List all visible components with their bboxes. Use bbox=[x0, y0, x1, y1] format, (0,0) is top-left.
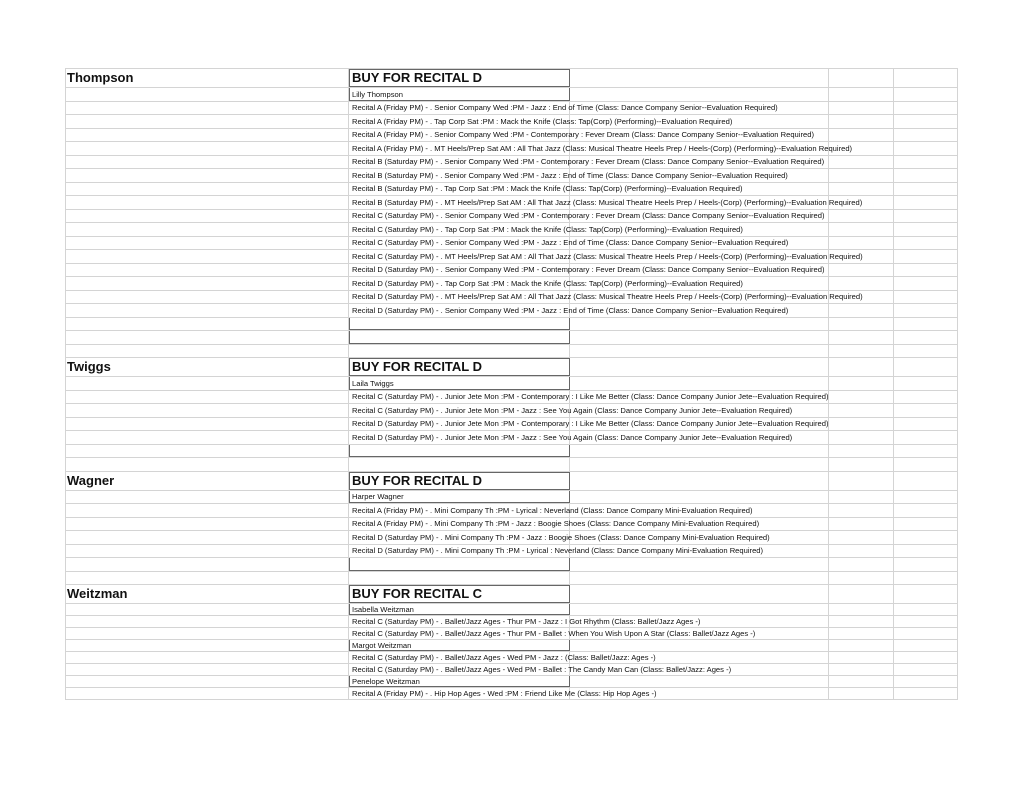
student-name: Lilly Thompson bbox=[352, 89, 403, 99]
cell[interactable] bbox=[894, 676, 958, 687]
cell[interactable] bbox=[65, 277, 349, 290]
cell[interactable] bbox=[65, 264, 349, 277]
cell[interactable] bbox=[829, 345, 894, 358]
recital-entry-row bbox=[65, 196, 958, 210]
cell[interactable] bbox=[829, 169, 894, 182]
recital-entry-row bbox=[65, 210, 958, 224]
recital-entry-row bbox=[65, 277, 958, 291]
cell[interactable] bbox=[570, 558, 829, 571]
cell[interactable] bbox=[894, 69, 958, 87]
cell[interactable] bbox=[894, 250, 958, 263]
recital-entry: Recital C (Saturday PM) - . MT Heels/Prep Sat AM : All That Jazz (Class: Musical Theatre Heels Prep / Heels-(Corp) (Performing)--Evaluation Required) bbox=[352, 251, 863, 261]
family-name: Twiggs bbox=[67, 359, 111, 374]
recital-entry-row bbox=[65, 628, 958, 640]
cell[interactable] bbox=[829, 115, 894, 128]
recital-entry: Recital D (Saturday PM) - . Tap Corp Sat :PM : Mack the Knife (Class: Tap(Corp) (Performing)--Evaluation Required) bbox=[352, 278, 743, 288]
cell[interactable] bbox=[570, 445, 829, 458]
cell[interactable] bbox=[894, 183, 958, 196]
cell[interactable] bbox=[65, 183, 349, 196]
cell[interactable] bbox=[65, 431, 349, 444]
student-name-row bbox=[65, 604, 958, 616]
cell[interactable] bbox=[65, 237, 349, 250]
cell[interactable] bbox=[65, 616, 349, 627]
cell[interactable] bbox=[65, 688, 349, 699]
cell[interactable] bbox=[65, 331, 349, 344]
cell[interactable] bbox=[829, 210, 894, 223]
cell[interactable] bbox=[65, 345, 349, 358]
cell[interactable] bbox=[65, 404, 349, 417]
cell[interactable] bbox=[570, 88, 829, 101]
blank-row bbox=[65, 572, 958, 586]
cell[interactable] bbox=[829, 102, 894, 115]
recital-entry: Recital C (Saturday PM) - . Ballet/Jazz Ages - Thur PM - Ballet : When You Wish Upon A Star (Class: Ballet/Jazz Ages -) bbox=[352, 629, 756, 638]
cell[interactable] bbox=[894, 518, 958, 531]
cell[interactable] bbox=[349, 572, 570, 585]
cell[interactable] bbox=[829, 445, 894, 458]
cell[interactable] bbox=[894, 331, 958, 344]
cell[interactable] bbox=[570, 491, 829, 504]
cell[interactable] bbox=[65, 156, 349, 169]
cell[interactable] bbox=[65, 250, 349, 263]
student-name-row bbox=[65, 640, 958, 652]
recital-entry-row bbox=[65, 616, 958, 628]
recital-entry-row bbox=[65, 504, 958, 518]
cell[interactable] bbox=[65, 491, 349, 504]
recital-entry: Recital B (Saturday PM) - . Tap Corp Sat :PM : Mack the Knife (Class: Tap(Corp) (Performing)--Evaluation Required) bbox=[352, 184, 743, 194]
cell[interactable] bbox=[829, 652, 894, 663]
cell[interactable] bbox=[65, 664, 349, 675]
cell[interactable] bbox=[894, 585, 958, 603]
family-header-row bbox=[65, 585, 958, 604]
recital-entry: Recital A (Friday PM) - . Mini Company Th :PM - Jazz : Boogie Shoes (Class: Dance Company Mini-Evaluation Required) bbox=[352, 519, 760, 529]
student-name: Harper Wagner bbox=[352, 492, 404, 502]
cell[interactable] bbox=[65, 377, 349, 390]
student-name: Margot Weitzman bbox=[352, 641, 412, 650]
recital-entry: Recital D (Saturday PM) - . Senior Company Wed :PM - Contemporary : Fever Dream (Class: Dance Company Senior--Evaluation Required) bbox=[352, 265, 825, 275]
cell[interactable] bbox=[65, 445, 349, 458]
cell[interactable] bbox=[829, 545, 894, 558]
cell[interactable] bbox=[65, 304, 349, 317]
family-header-row bbox=[65, 472, 958, 491]
cell[interactable] bbox=[894, 504, 958, 517]
recital-entry: Recital C (Saturday PM) - . Ballet/Jazz Ages - Wed PM - Ballet : The Candy Man Can (Class: Ballet/Jazz: Ages -) bbox=[352, 665, 732, 674]
cell[interactable] bbox=[570, 358, 829, 376]
family-name: Thompson bbox=[67, 70, 134, 85]
cell[interactable] bbox=[829, 223, 894, 236]
cell[interactable] bbox=[829, 358, 894, 376]
cell[interactable] bbox=[894, 264, 958, 277]
cell[interactable] bbox=[570, 676, 829, 687]
recital-entry-row bbox=[65, 304, 958, 318]
cell[interactable] bbox=[894, 628, 958, 639]
family-header-row bbox=[65, 358, 958, 377]
cell[interactable] bbox=[829, 129, 894, 142]
cell[interactable] bbox=[894, 210, 958, 223]
cell[interactable] bbox=[894, 545, 958, 558]
recital-entry-row bbox=[65, 237, 958, 251]
cell[interactable] bbox=[65, 458, 349, 471]
cell[interactable] bbox=[65, 640, 349, 651]
recital-entry-row bbox=[65, 518, 958, 532]
cell[interactable] bbox=[894, 491, 958, 504]
student-name: Isabella Weitzman bbox=[352, 605, 414, 614]
cell[interactable] bbox=[570, 604, 829, 615]
cell[interactable] bbox=[894, 156, 958, 169]
cell[interactable] bbox=[570, 472, 829, 490]
recital-entry: Recital A (Friday PM) - . MT Heels/Prep Sat AM : All That Jazz (Class: Musical Theatre Heels Prep / Heels-(Corp) (Performing)--Evaluation Required) bbox=[352, 143, 853, 153]
cell[interactable] bbox=[894, 129, 958, 142]
recital-entry: Recital C (Saturday PM) - . Ballet/Jazz Ages - Thur PM - Jazz : I Got Rhythm (Class: Ballet/Jazz Ages -) bbox=[352, 617, 701, 626]
cell[interactable] bbox=[829, 88, 894, 101]
cell[interactable] bbox=[65, 142, 349, 155]
cell[interactable] bbox=[65, 391, 349, 404]
cell[interactable] bbox=[894, 291, 958, 304]
recital-entry: Recital D (Saturday PM) - . Junior Jete Mon :PM - Jazz : See You Again (Class: Dance Company Junior Jete--Evaluation Required) bbox=[352, 432, 793, 442]
cell[interactable] bbox=[829, 418, 894, 431]
cell[interactable] bbox=[829, 688, 894, 699]
cell[interactable] bbox=[65, 291, 349, 304]
recital-entry: Recital D (Saturday PM) - . Mini Company Th :PM - Jazz : Boogie Shoes (Class: Dance Company Mini-Evaluation Required) bbox=[352, 532, 770, 542]
cell[interactable] bbox=[894, 688, 958, 699]
cell[interactable] bbox=[65, 223, 349, 236]
recital-entry-row bbox=[65, 250, 958, 264]
cell[interactable] bbox=[65, 169, 349, 182]
recital-entry-row bbox=[65, 129, 958, 143]
student-name-row bbox=[65, 491, 958, 505]
recital-entry: Recital A (Friday PM) - . Mini Company Th :PM - Lyrical : Neverland (Class: Dance Company Mini-Evaluation Required) bbox=[352, 505, 753, 515]
cell[interactable] bbox=[894, 431, 958, 444]
recital-entry-row bbox=[65, 156, 958, 170]
cell[interactable] bbox=[894, 115, 958, 128]
cell[interactable] bbox=[829, 531, 894, 544]
recital-entry-row bbox=[65, 431, 958, 445]
cell[interactable] bbox=[829, 616, 894, 627]
cell[interactable] bbox=[570, 345, 829, 358]
cell[interactable] bbox=[65, 531, 349, 544]
cell[interactable] bbox=[894, 345, 958, 358]
blank-row bbox=[65, 318, 958, 332]
recital-entry: Recital A (Friday PM) - . Tap Corp Sat :PM : Mack the Knife (Class: Tap(Corp) (Performing)--Evaluation Required) bbox=[352, 116, 733, 126]
cell[interactable] bbox=[829, 604, 894, 615]
recital-entry: Recital A (Friday PM) - . Senior Company Wed :PM - Jazz : End of Time (Class: Dance Company Senior--Evaluation Required) bbox=[352, 103, 778, 113]
cell[interactable] bbox=[570, 318, 829, 331]
cell[interactable] bbox=[894, 377, 958, 390]
cell[interactable] bbox=[65, 129, 349, 142]
recital-entry-row bbox=[65, 664, 958, 676]
cell[interactable] bbox=[65, 102, 349, 115]
cell[interactable] bbox=[894, 445, 958, 458]
cell[interactable] bbox=[65, 504, 349, 517]
blank-row bbox=[65, 331, 958, 345]
cell[interactable] bbox=[894, 169, 958, 182]
student-name: Laila Twiggs bbox=[352, 378, 394, 388]
recital-entry-row bbox=[65, 102, 958, 116]
cell[interactable] bbox=[829, 318, 894, 331]
recital-entry: Recital C (Saturday PM) - . Senior Company Wed :PM - Jazz : End of Time (Class: Dance Company Senior--Evaluation Required) bbox=[352, 238, 789, 248]
cell[interactable] bbox=[894, 472, 958, 490]
cell[interactable] bbox=[65, 115, 349, 128]
cell[interactable] bbox=[894, 664, 958, 675]
cell[interactable] bbox=[65, 604, 349, 615]
recital-entry-row bbox=[65, 391, 958, 405]
cell[interactable] bbox=[829, 640, 894, 651]
recital-entry-row bbox=[65, 688, 958, 700]
cell[interactable] bbox=[894, 304, 958, 317]
recital-entry: Recital A (Friday PM) - . Senior Company Wed :PM - Contemporary : Fever Dream (Class: Dance Company Senior--Evaluation Required) bbox=[352, 130, 814, 140]
cell[interactable] bbox=[894, 458, 958, 471]
cell[interactable] bbox=[349, 331, 570, 344]
family-header-row bbox=[65, 69, 958, 88]
cell[interactable] bbox=[65, 210, 349, 223]
cell[interactable] bbox=[349, 558, 570, 571]
cell[interactable] bbox=[65, 545, 349, 558]
cell[interactable] bbox=[829, 558, 894, 571]
cell[interactable] bbox=[894, 196, 958, 209]
recital-entry-row bbox=[65, 142, 958, 156]
recital-entry: Recital C (Saturday PM) - . Tap Corp Sat :PM : Mack the Knife (Class: Tap(Corp) (Performing)--Evaluation Required) bbox=[352, 224, 743, 234]
cell[interactable] bbox=[65, 88, 349, 101]
recital-entry-row bbox=[65, 404, 958, 418]
recital-entry: Recital C (Saturday PM) - . Ballet/Jazz Ages - Wed PM - Jazz : (Class: Ballet/Jazz: Ages -) bbox=[352, 653, 656, 662]
cell[interactable] bbox=[829, 585, 894, 603]
cell[interactable] bbox=[829, 472, 894, 490]
student-name-row bbox=[65, 676, 958, 688]
recital-purchase-title: BUY FOR RECITAL C bbox=[352, 586, 483, 601]
cell[interactable] bbox=[894, 652, 958, 663]
cell[interactable] bbox=[894, 604, 958, 615]
cell[interactable] bbox=[894, 88, 958, 101]
cell[interactable] bbox=[829, 156, 894, 169]
cell[interactable] bbox=[829, 572, 894, 585]
cell[interactable] bbox=[570, 69, 829, 87]
cell[interactable] bbox=[894, 404, 958, 417]
cell[interactable] bbox=[894, 223, 958, 236]
cell[interactable] bbox=[65, 196, 349, 209]
recital-entry: Recital B (Saturday PM) - . MT Heels/Prep Sat AM : All That Jazz (Class: Musical Theatre Heels Prep / Heels-(Corp) (Performing)--Evaluation Required) bbox=[352, 197, 863, 207]
cell[interactable] bbox=[65, 518, 349, 531]
cell[interactable] bbox=[829, 628, 894, 639]
blank-row bbox=[65, 445, 958, 459]
cell[interactable] bbox=[829, 491, 894, 504]
cell[interactable] bbox=[894, 237, 958, 250]
blank-row bbox=[65, 558, 958, 572]
recital-entry-row bbox=[65, 545, 958, 559]
cell[interactable] bbox=[349, 458, 570, 471]
recital-entry-row bbox=[65, 115, 958, 129]
cell[interactable] bbox=[570, 585, 829, 603]
recital-entry-row bbox=[65, 418, 958, 432]
cell[interactable] bbox=[894, 616, 958, 627]
cell[interactable] bbox=[894, 640, 958, 651]
recital-purchase-title: BUY FOR RECITAL D bbox=[352, 472, 483, 488]
cell[interactable] bbox=[65, 572, 349, 585]
family-name: Weitzman bbox=[67, 586, 128, 601]
cell[interactable] bbox=[65, 652, 349, 663]
cell[interactable] bbox=[65, 558, 349, 571]
cell[interactable] bbox=[894, 318, 958, 331]
cell[interactable] bbox=[829, 304, 894, 317]
cell[interactable] bbox=[829, 391, 894, 404]
cell[interactable] bbox=[570, 377, 829, 390]
cell[interactable] bbox=[65, 418, 349, 431]
recital-entry: Recital D (Saturday PM) - . Junior Jete Mon :PM - Contemporary : I Like Me Better (Class: Dance Company Junior Jete--Evaluation Required) bbox=[352, 419, 829, 429]
recital-entry: Recital D (Saturday PM) - . MT Heels/Prep Sat AM : All That Jazz (Class: Musical Theatre Heels Prep / Heels-(Corp) (Performing)--Evaluation Required) bbox=[352, 292, 863, 302]
recital-entry-row bbox=[65, 169, 958, 183]
recital-entry-row bbox=[65, 223, 958, 237]
recital-entry: Recital B (Saturday PM) - . Senior Company Wed :PM - Jazz : End of Time (Class: Dance Company Senior--Evaluation Required) bbox=[352, 170, 788, 180]
cell[interactable] bbox=[894, 531, 958, 544]
cell[interactable] bbox=[349, 445, 570, 458]
cell[interactable] bbox=[894, 391, 958, 404]
spreadsheet bbox=[65, 69, 958, 700]
cell[interactable] bbox=[829, 264, 894, 277]
cell[interactable] bbox=[829, 69, 894, 87]
recital-entry: Recital B (Saturday PM) - . Senior Company Wed :PM - Contemporary : Fever Dream (Class: Dance Company Senior--Evaluation Required) bbox=[352, 157, 825, 167]
cell[interactable] bbox=[894, 558, 958, 571]
recital-entry-row bbox=[65, 652, 958, 664]
cell[interactable] bbox=[829, 504, 894, 517]
cell[interactable] bbox=[349, 318, 570, 331]
blank-row bbox=[65, 458, 958, 472]
recital-entry: Recital C (Saturday PM) - . Junior Jete Mon :PM - Contemporary : I Like Me Better (Class: Dance Company Junior Jete--Evaluation Required) bbox=[352, 392, 829, 402]
cell[interactable] bbox=[829, 518, 894, 531]
cell[interactable] bbox=[894, 358, 958, 376]
recital-entry-row bbox=[65, 531, 958, 545]
recital-entry: Recital D (Saturday PM) - . Mini Company Th :PM - Lyrical : Neverland (Class: Dance Company Mini-Evaluation Required) bbox=[352, 546, 764, 556]
family-name: Wagner bbox=[67, 472, 115, 488]
cell[interactable] bbox=[894, 102, 958, 115]
recital-entry-row bbox=[65, 264, 958, 278]
cell[interactable] bbox=[894, 418, 958, 431]
cell[interactable] bbox=[349, 345, 570, 358]
cell[interactable] bbox=[829, 277, 894, 290]
cell[interactable] bbox=[894, 142, 958, 155]
cell[interactable] bbox=[829, 377, 894, 390]
cell[interactable] bbox=[65, 318, 349, 331]
cell[interactable] bbox=[829, 183, 894, 196]
cell[interactable] bbox=[829, 676, 894, 687]
recital-entry-row bbox=[65, 183, 958, 197]
cell[interactable] bbox=[829, 458, 894, 471]
cell[interactable] bbox=[65, 628, 349, 639]
recital-entry-row bbox=[65, 291, 958, 305]
recital-entry: Recital A (Friday PM) - . Hip Hop Ages - Wed :PM : Friend Like Me (Class: Hip Hop Ages -) bbox=[352, 689, 657, 698]
blank-row bbox=[65, 345, 958, 359]
cell[interactable] bbox=[829, 237, 894, 250]
cell[interactable] bbox=[894, 277, 958, 290]
student-name-row bbox=[65, 88, 958, 102]
cell[interactable] bbox=[570, 572, 829, 585]
recital-purchase-title: BUY FOR RECITAL D bbox=[352, 359, 483, 374]
cell[interactable] bbox=[570, 640, 829, 651]
recital-purchase-title: BUY FOR RECITAL D bbox=[352, 70, 483, 85]
student-name: Penelope Weitzman bbox=[352, 677, 420, 686]
cell[interactable] bbox=[829, 331, 894, 344]
cell[interactable] bbox=[570, 331, 829, 344]
cell[interactable] bbox=[829, 664, 894, 675]
cell[interactable] bbox=[829, 431, 894, 444]
recital-entry: Recital C (Saturday PM) - . Senior Company Wed :PM - Contemporary : Fever Dream (Class: Dance Company Senior--Evaluation Required) bbox=[352, 211, 825, 221]
recital-entry: Recital D (Saturday PM) - . Senior Company Wed :PM - Jazz : End of Time (Class: Dance Company Senior--Evaluation Required) bbox=[352, 305, 789, 315]
student-name-row bbox=[65, 377, 958, 391]
cell[interactable] bbox=[570, 458, 829, 471]
cell[interactable] bbox=[829, 404, 894, 417]
recital-entry: Recital C (Saturday PM) - . Junior Jete Mon :PM - Jazz : See You Again (Class: Dance Company Junior Jete--Evaluation Required) bbox=[352, 405, 793, 415]
cell[interactable] bbox=[65, 676, 349, 687]
cell[interactable] bbox=[894, 572, 958, 585]
